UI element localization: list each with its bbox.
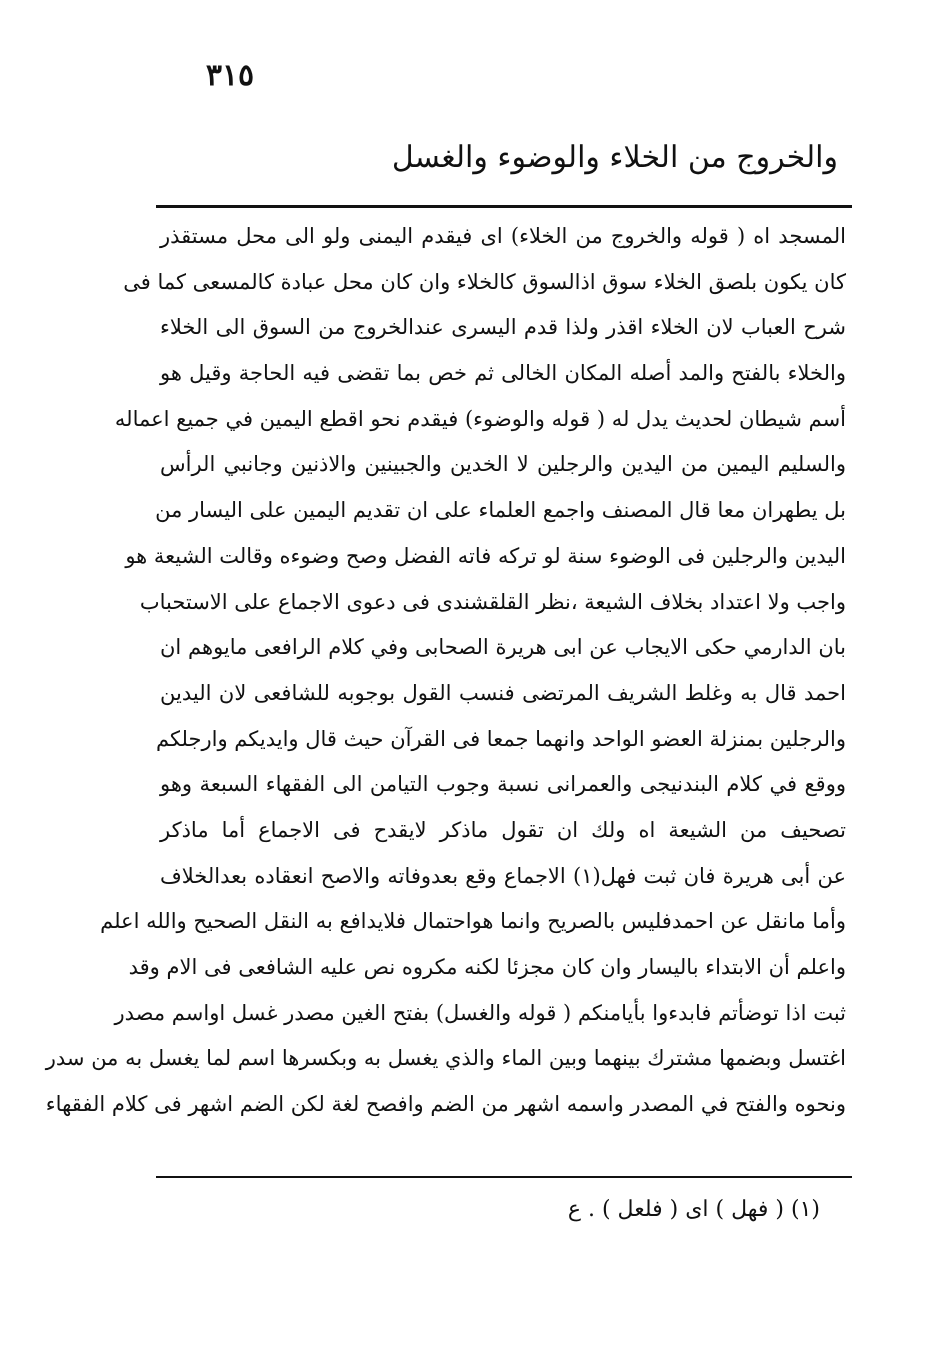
running-header: والخروج من الخلاء والوضوء والغسل — [391, 140, 838, 175]
text-line: تصحيف من الشيعة اه ولك ان تقول ماذكر لايقدح فى الاجماع أما ماذكر — [160, 817, 846, 842]
text-line: اغتسل وبضمها مشترك بينهما وبين الماء والذي يغسل به وبكسرها اسم لما يغسل به من سدر — [45, 1046, 846, 1071]
text-line: أسم شيطان لحديث يدل له ( قوله والوضوء) فيقدم نحو اقطع اليمين في جميع اعماله — [114, 406, 846, 431]
text-line: بان الدارمي حكى الايجاب عن ابى هريرة الصحابى وفي كلام الرافعى مايوهم ان — [160, 635, 846, 660]
text-line: ثبت اذا توضأتم فابدءوا بأيامنكم ( قوله والغسل) بفتح الغين مصدر غسل اواسم مصدر — [114, 1000, 846, 1025]
text-line: وأما مانقل عن احمدفليس بالصريح وانما هواحتمال فلايدافع به النقل الصحيح والله اعلم — [100, 909, 846, 934]
text-line: اليدين والرجلين فى الوضوء سنة لو تركه فاته الفضل وصح وضوءه وقالت الشيعة هو — [125, 543, 846, 568]
text-line: عن أبى هريرة فان ثبت فهل(١) الاجماع وقع بعدوفاته والاصح انعقاده بعدالخلاف — [160, 863, 846, 888]
text-line: والخلاء بالفتح والمد أصله المكان الخالى ثم خص بما تقضى فيه الحاجة وقيل هو — [160, 361, 846, 386]
page-number: ٣١٥ — [205, 58, 255, 93]
text-line: شرح العباب لان الخلاء اقذر ولذا قدم اليسرى عندالخروج من السوق الى الخلاء — [160, 315, 846, 340]
text-line: واعلم أن الابتداء باليسار وان كان مجزئا لكنه مكروه نص عليه الشافعى فى الام وقد — [128, 955, 846, 979]
header-rule — [156, 205, 852, 208]
text-line: المسجد اه ( قوله والخروج من الخلاء) اى فيقدم اليمنى ولو الى محل مستقذر — [160, 224, 846, 248]
footnote: (١) ( فهل ) اى ( فلعل ) . ع — [567, 1197, 820, 1222]
text-line: ووقع في كلام البندنيجى والعمرانى نسبة وجوب التيامن الى الفقهاء السبعة وهو — [160, 772, 846, 797]
text-line: واجب ولا اعتداد بخلاف الشيعة ،نظر القلقشندى فى دعوى الاجماع على الاستحباب — [139, 589, 846, 614]
text-line: بل يطهران معا قال المصنف واجمع العلماء على ان تقديم اليمين على اليسار من — [155, 498, 846, 523]
text-line: والسليم اليمين من اليدين والرجلين لا الخدين والجبينين والاذنين وجانبي الرأس — [160, 452, 846, 477]
text-line: والرجلين بمنزلة العضو الواحد وانهما جمعا فى القرآن حيث قال وايديكم وارجلكم — [155, 726, 846, 751]
text-line: كان يكون بلصق الخلاء سوق اذالسوق كالخلاء وان كان محل عبادة كالمسعى كما فى — [123, 269, 846, 294]
body-text — [45, 214, 846, 1128]
text-line: ونحوه والفتح في المصدر واسمه اشهر من الضم وافصح لغة لكن الضم اشهر فى كلام الفقهاء — [45, 1092, 846, 1117]
footnote-rule — [156, 1176, 852, 1178]
text-line: احمد قال به وغلط الشريف المرتضى فنسب القول بوجوبه للشافعى لان اليدين — [160, 680, 846, 705]
